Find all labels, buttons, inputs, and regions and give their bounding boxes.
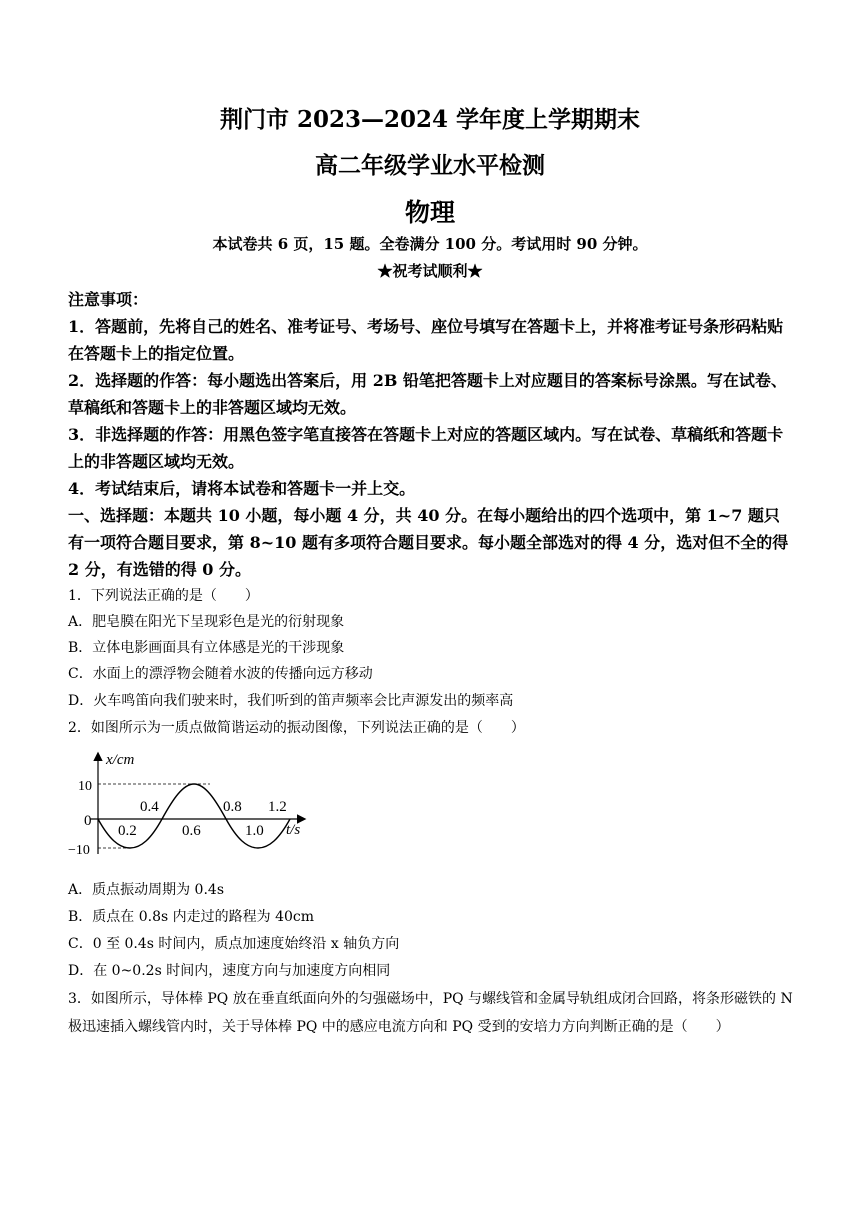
y-tick-neg10: −10 xyxy=(68,843,90,858)
question-2-stem: 2．如图所示为一质点做简谐运动的振动图像，下列说法正确的是（ ） xyxy=(68,720,525,736)
question-1-option-a: A．肥皂膜在阳光下呈现彩色是光的衍射现象 xyxy=(68,614,345,630)
note-item-3: 3．非选择题的作答：用黑色签字笔直接答在答题卡上对应的答题区域内。写在试卷、草稿纸和答题卡上的非答题区域均无效。 xyxy=(68,425,784,471)
x-tick-0.8: 0.8 xyxy=(223,799,242,815)
origin-label: 0 xyxy=(84,813,92,829)
x-axis-label: t/s xyxy=(286,822,301,838)
x-tick-0.6: 0.6 xyxy=(182,823,201,839)
x-tick-0.2: 0.2 xyxy=(118,823,137,839)
note-item-1: 1．答题前，先将自己的姓名、准考证号、考场号、座位号填写在答题卡上，并将准考证号条形码粘贴在答题卡上的指定位置。 xyxy=(68,317,784,363)
x-tick-0.4: 0.4 xyxy=(140,799,159,815)
question-1-option-c: C．水面上的漂浮物会随着水波的传播向远方移动 xyxy=(68,666,373,682)
note-item-4: 4．考试结束后，请将本试卷和答题卡一并上交。 xyxy=(68,479,416,498)
vibration-graph xyxy=(64,746,324,864)
question-2-option-c: C．0 至 0.4s 时间内，质点加速度始终沿 x 轴负方向 xyxy=(68,936,400,952)
exam-title: 荆门市 2023—2024 学年度上学期期末 xyxy=(219,106,641,133)
exam-subtitle: 高二年级学业水平检测 xyxy=(315,152,545,179)
subject-title: 物理 xyxy=(404,198,455,227)
y-tick-10: 10 xyxy=(78,779,92,794)
question-2-option-a: A．质点振动周期为 0.4s xyxy=(68,882,225,898)
x-tick-1.2: 1.2 xyxy=(268,799,287,815)
notes-heading: 注意事项： xyxy=(68,290,149,309)
note-item-2: 2．选择题的作答：每小题选出答案后，用 2B 铅笔把答题卡上对应题目的答案标号涂黑。写在试卷、草稿纸和答题卡上的非答题区域均无效。 xyxy=(68,371,787,417)
x-tick-1.0: 1.0 xyxy=(245,823,264,839)
question-2-option-d: D．在 0~0.2s 时间内，速度方向与加速度方向相同 xyxy=(68,963,391,979)
question-1-option-b: B．立体电影画面具有立体感是光的干涉现象 xyxy=(68,640,345,656)
exam-info: 本试卷共 6 页，15 题。全卷满分 100 分。考试用时 90 分钟。 xyxy=(212,235,648,253)
question-3-stem: 3．如图所示，导体棒 PQ 放在垂直纸面向外的匀强磁场中，PQ 与螺线管和金属导轨组成闭合回路，将条形磁铁的 N 极迅速插入螺线管内时，关于导体棒 PQ 中的感应电流方向和 PQ 受到的安培力方向判断正确的是（ ） xyxy=(68,991,793,1035)
question-1-option-d: D．火车鸣笛向我们驶来时，我们听到的笛声频率会比声源发出的频率高 xyxy=(68,693,514,709)
y-axis-label: x/cm xyxy=(106,752,135,768)
section-intro: 一、选择题：本题共 10 小题，每小题 4 分，共 40 分。在每小题给出的四个选项中，第 1~7 题只有一项符合题目要求，第 8~10 题有多项符合题目要求。每小题全部选对的得 4 分，选对但不全的得 2 分，有选错的得 0 分。 xyxy=(68,506,789,579)
exam-wish: ★祝考试顺利★ xyxy=(377,262,483,280)
question-2-option-b: B．质点在 0.8s 内走过的路程为 40cm xyxy=(68,909,315,925)
question-1-stem: 1．下列说法正确的是（ ） xyxy=(68,588,259,604)
